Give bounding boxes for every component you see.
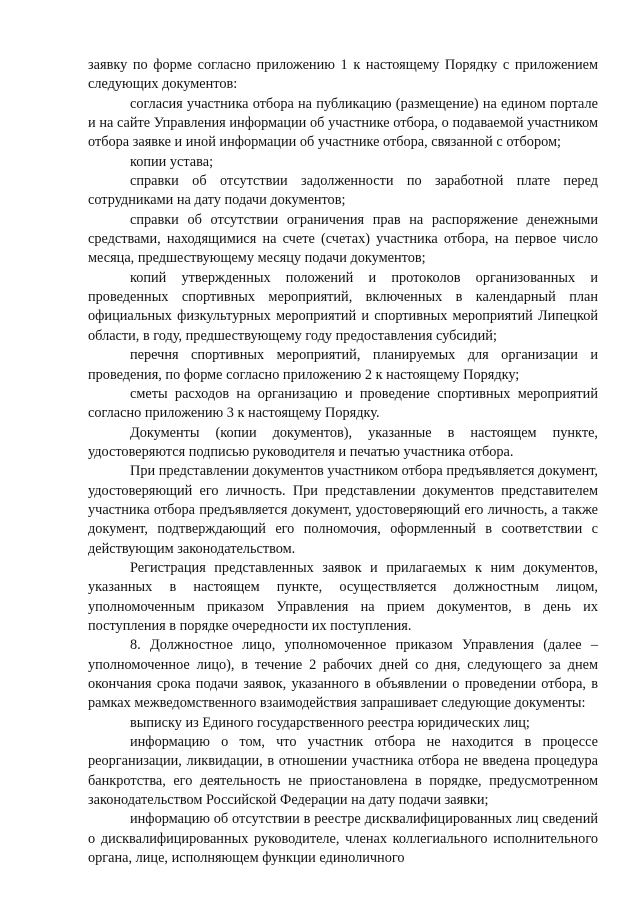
- paragraph-5: справки об отсутствии ограничения прав на распоряжение денежными средствами, находящимися на счете (счетах) участника отбора, на первое число месяца, предшествующему месяцу подачи документов;: [88, 211, 598, 267]
- paragraph-7: перечня спортивных мероприятий, планируемых для организации и проведения, по форме согласно приложению 2 к настоящему Порядку;: [88, 347, 598, 383]
- paragraph-14: информацию о том, что участник отбора не находится в процессе реорганизации, ликвидации, в отношении участника отбора не введена процедура банкротства, его деятельность не приостановлена в порядке, предусмотренном законодательством Российской Федерации на дату подачи заявки;: [88, 734, 598, 809]
- paragraph-1: заявку по форме согласно приложению 1 к настоящему Порядку с приложением следующих документов:: [88, 57, 598, 93]
- paragraph-13: выписку из Единого государственного реестра юридических лиц;: [130, 714, 530, 731]
- paragraph-9: Документы (копии документов), указанные в настоящем пункте, удостоверяются подписью руководителя и печатью участника отбора.: [88, 424, 598, 460]
- paragraph-8: сметы расходов на организацию и проведение спортивных мероприятий согласно приложению 3 к настоящему Порядку.: [88, 385, 598, 422]
- paragraph-11: Регистрация представленных заявок и прилагаемых к ним документов, указанных в настоящем пункте, осуществляется должностным лицом, уполномоченным приказом Управления на прием документов, в день их поступления в порядке очередности их поступления.: [88, 559, 598, 634]
- paragraph-12: 8. Должностное лицо, уполномоченное приказом Управления (далее – уполномоченное лицо), в течение 2 рабочих дней со дня, следующего за днем окончания срока подачи заявок, указанного в объявлении о проведении отбора, в рамках межведомственного взаимодействия запрашивает следующие документы:: [88, 637, 598, 712]
- document-body: [88, 56, 598, 868]
- paragraph-10: При представлении документов участником отбора предъявляется документ, удостоверяющий его личность. При представлении документов представителем участника отбора предъявляется документ, удостоверяющий его личность, а также документ, подтверждающий его полномочия, оформленный в соответствии с действующим законодательством.: [88, 463, 598, 557]
- paragraph-3: копии устава;: [130, 153, 214, 170]
- paragraph-2: согласия участника отбора на публикацию (размещение) на едином портале и на сайте Управления информации об участнике отбора, о подаваемой участником отбора заявке и иной информации об участнике отбора, связанной с отбором;: [88, 95, 598, 151]
- paragraph-15: информацию об отсутствии в реестре дисквалифицированных лиц сведений о дисквалифицированных руководителе, членах коллегиального исполнительного органа, лице, исполняющем функции единоличного: [88, 811, 598, 867]
- paragraph-4: справки об отсутствии задолженности по заработной плате перед сотрудниками на дату подачи документов;: [88, 173, 598, 209]
- paragraph-6: копий утвержденных положений и протоколов организованных и проведенных спортивных мероприятий, включенных в календарный план официальных физкультурных мероприятий и спортивных мероприятий Липецкой области, в году, предшествующему году предоставления субсидий;: [88, 269, 598, 344]
